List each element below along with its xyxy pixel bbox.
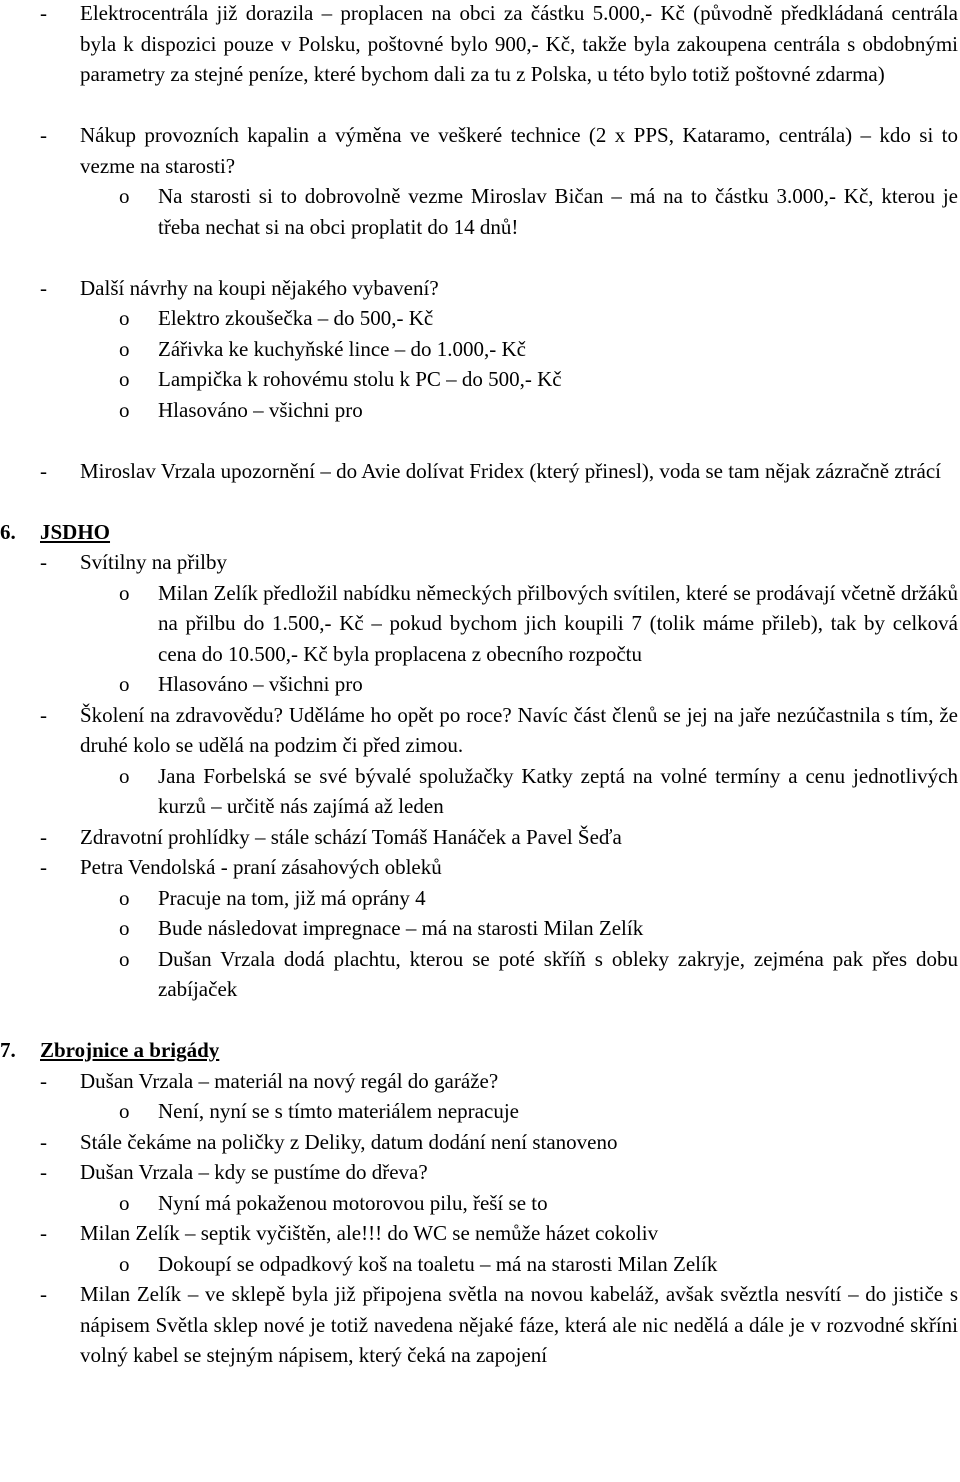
sub-bullet-item — [0, 1188, 958, 1219]
dash-list-item — [0, 822, 958, 853]
bullet-marker: o — [119, 336, 130, 361]
item-text: Elektro zkoušečka – do 500,- Kč — [158, 306, 434, 330]
section — [0, 517, 958, 1036]
paragraph-spacer — [0, 425, 958, 456]
sub-bullet-item — [0, 181, 958, 242]
item-text: Zdravotní prohlídky – stále schází Tomáš Hanáček a Pavel Šeďa — [80, 824, 622, 849]
dash-marker: - — [40, 550, 47, 574]
paragraph-spacer — [0, 90, 958, 121]
section-number: 7. — [0, 1038, 16, 1062]
item-text: Na starosti si to dobrovolně vezme Miroslav Bičan – má na to částku 3.000,- Kč, kterou je třeba nechat si na obci proplatit do 14 dnů! — [158, 184, 958, 239]
bullet-marker: o — [119, 1190, 130, 1215]
dash-marker: - — [40, 1068, 47, 1093]
section-heading — [0, 1035, 958, 1066]
item-text: Dušan Vrzala dodá plachtu, kterou se poté skříň s obleky zakryje, zejména pak přes dobu zabíjaček — [158, 946, 958, 1001]
bullet-marker: o — [119, 916, 130, 940]
item-text: Nyní má pokaženou motorovou pilu, řeší se to — [158, 1190, 548, 1215]
bullet-marker: o — [119, 1251, 130, 1276]
dash-list-item — [0, 120, 958, 181]
bullet-marker: o — [119, 306, 130, 330]
dash-list-item — [0, 1157, 958, 1188]
section — [0, 1035, 958, 1371]
sub-bullet-item — [0, 334, 958, 365]
paragraph-spacer — [0, 1005, 958, 1036]
sub-bullet-item — [0, 669, 958, 700]
item-text: Stále čekáme na poličky z Deliky, datum dodání není stanoveno — [80, 1129, 618, 1154]
intro-list — [0, 0, 958, 517]
paragraph-spacer — [0, 242, 958, 273]
bullet-marker: o — [119, 763, 130, 788]
section-heading — [0, 517, 958, 548]
bullet-marker: o — [119, 946, 130, 971]
item-text: Dušan Vrzala – materiál na nový regál do garáže? — [80, 1068, 499, 1093]
dash-marker: - — [40, 458, 47, 483]
dash-marker: - — [40, 1, 47, 25]
item-text: Zářivka ke kuchyňské lince – do 1.000,- Kč — [158, 336, 526, 361]
sub-bullet-item — [0, 1096, 958, 1127]
sub-bullet-item — [0, 1249, 958, 1280]
sub-bullet-item — [0, 883, 958, 914]
item-text: Milan Zelík – septik vyčištěn, ale!!! do WC se nemůže házet cokoliv — [80, 1221, 659, 1245]
item-text: Elektrocentrála již dorazila – proplacen na obci za částku 5.000,- Kč (původně předkládaná centrála byla k dispozici pouze v Polsku, poštovné bylo 900,- Kč, takže byla zakoupena centrála s obdobnými parametry za stejné peníze, které bychom dali za tu z Polska, u této bylo totiž poštovné zdarma) — [80, 1, 958, 86]
sections-container — [0, 517, 958, 1371]
bullet-marker: o — [119, 1099, 130, 1123]
sub-bullet-item — [0, 578, 958, 670]
section-title: JSDHO — [40, 519, 111, 544]
dash-list-item — [0, 1066, 958, 1097]
section-items — [0, 1066, 958, 1371]
dash-marker: - — [40, 855, 47, 879]
dash-marker: - — [40, 1221, 47, 1245]
bullet-marker: o — [119, 184, 130, 208]
dash-marker: - — [40, 275, 47, 300]
bullet-marker: o — [119, 885, 130, 910]
dash-list-item — [0, 1218, 958, 1249]
item-text: Dušan Vrzala – kdy se pustíme do dřeva? — [80, 1160, 428, 1184]
item-text: Jana Forbelská se své bývalé spolužačky Katky zeptá na volné termíny a cenu jednotlivých kurzů – určitě nás zajímá až leden — [158, 763, 958, 818]
item-text: Další návrhy na koupi nějakého vybavení? — [80, 275, 439, 300]
item-text: Milan Zelík předložil nabídku německých přilbových svítilen, které se prodávají včetně držáků na přilbu do 1.500,- Kč – pokud bychom jich koupili 7 (tolik máme přileb), tak by celková cena do 10.500,- Kč byla proplacena z obecního rozpočtu — [158, 580, 958, 666]
dash-list-item — [0, 852, 958, 883]
item-text: Lampička k rohovému stolu k PC – do 500,- Kč — [158, 367, 562, 391]
paragraph-spacer — [0, 486, 958, 517]
dash-marker: - — [40, 1160, 47, 1184]
dash-marker: - — [40, 1129, 47, 1154]
item-text: Bude následovat impregnace – má na starosti Milan Zelík — [158, 916, 644, 940]
bullet-marker: o — [119, 672, 130, 696]
item-text: Petra Vendolská - praní zásahových obleků — [80, 855, 442, 879]
item-text: Dokoupí se odpadkový koš na toaletu – má na starosti Milan Zelík — [158, 1251, 718, 1276]
item-text: Školení na zdravovědu? Uděláme ho opět po roce? Navíc část členů se jej na jaře nezúčastnila s tím, že druhé kolo se udělá na podzim či před zimou. — [80, 702, 958, 757]
section-items — [0, 547, 958, 1035]
dash-marker: - — [40, 123, 47, 147]
bullet-marker: o — [119, 397, 130, 422]
dash-list-item — [0, 456, 958, 487]
sub-bullet-item — [0, 395, 958, 426]
dash-list-item — [0, 273, 958, 304]
item-text: Svítilny na přilby — [80, 550, 227, 574]
item-text: Není, nyní se s tímto materiálem nepracuje — [158, 1099, 519, 1123]
dash-list-item — [0, 1127, 958, 1158]
item-text: Hlasováno – všichni pro — [158, 397, 363, 422]
item-text: Nákup provozních kapalin a výměna ve veškeré technice (2 x PPS, Kataramo, centrála) – kdo si to vezme na starosti? — [80, 123, 958, 178]
sub-bullet-item — [0, 303, 958, 334]
dash-list-item — [0, 547, 958, 578]
dash-list-item — [0, 700, 958, 761]
dash-marker: - — [40, 1282, 47, 1306]
item-text: Pracuje na tom, již má oprány 4 — [158, 885, 426, 910]
dash-marker: - — [40, 702, 47, 727]
item-text: Hlasováno – všichni pro — [158, 672, 363, 696]
bullet-marker: o — [119, 367, 130, 391]
section-title: Zbrojnice a brigády — [40, 1038, 220, 1062]
bullet-marker: o — [119, 580, 130, 605]
dash-list-item — [0, 1279, 958, 1371]
sub-bullet-item — [0, 944, 958, 1005]
item-text: Milan Zelík – ve sklepě byla již připojena světla na novou kabeláž, avšak svěztla nesvítí – do jističe s nápisem Světla sklep nové je totiž navedena nějaké fáze, která ale nic nedělá a dále je v rozvodné skříni volný kabel se stejným nápisem, který čeká na zapojení — [80, 1282, 958, 1367]
sub-bullet-item — [0, 761, 958, 822]
sub-bullet-item — [0, 913, 958, 944]
section-number: 6. — [0, 519, 16, 544]
item-text: Miroslav Vrzala upozornění – do Avie dolívat Fridex (který přinesl), voda se tam nějak zázračně ztrácí — [80, 458, 941, 483]
sub-bullet-item — [0, 364, 958, 395]
dash-list-item — [0, 0, 958, 90]
dash-marker: - — [40, 824, 47, 849]
